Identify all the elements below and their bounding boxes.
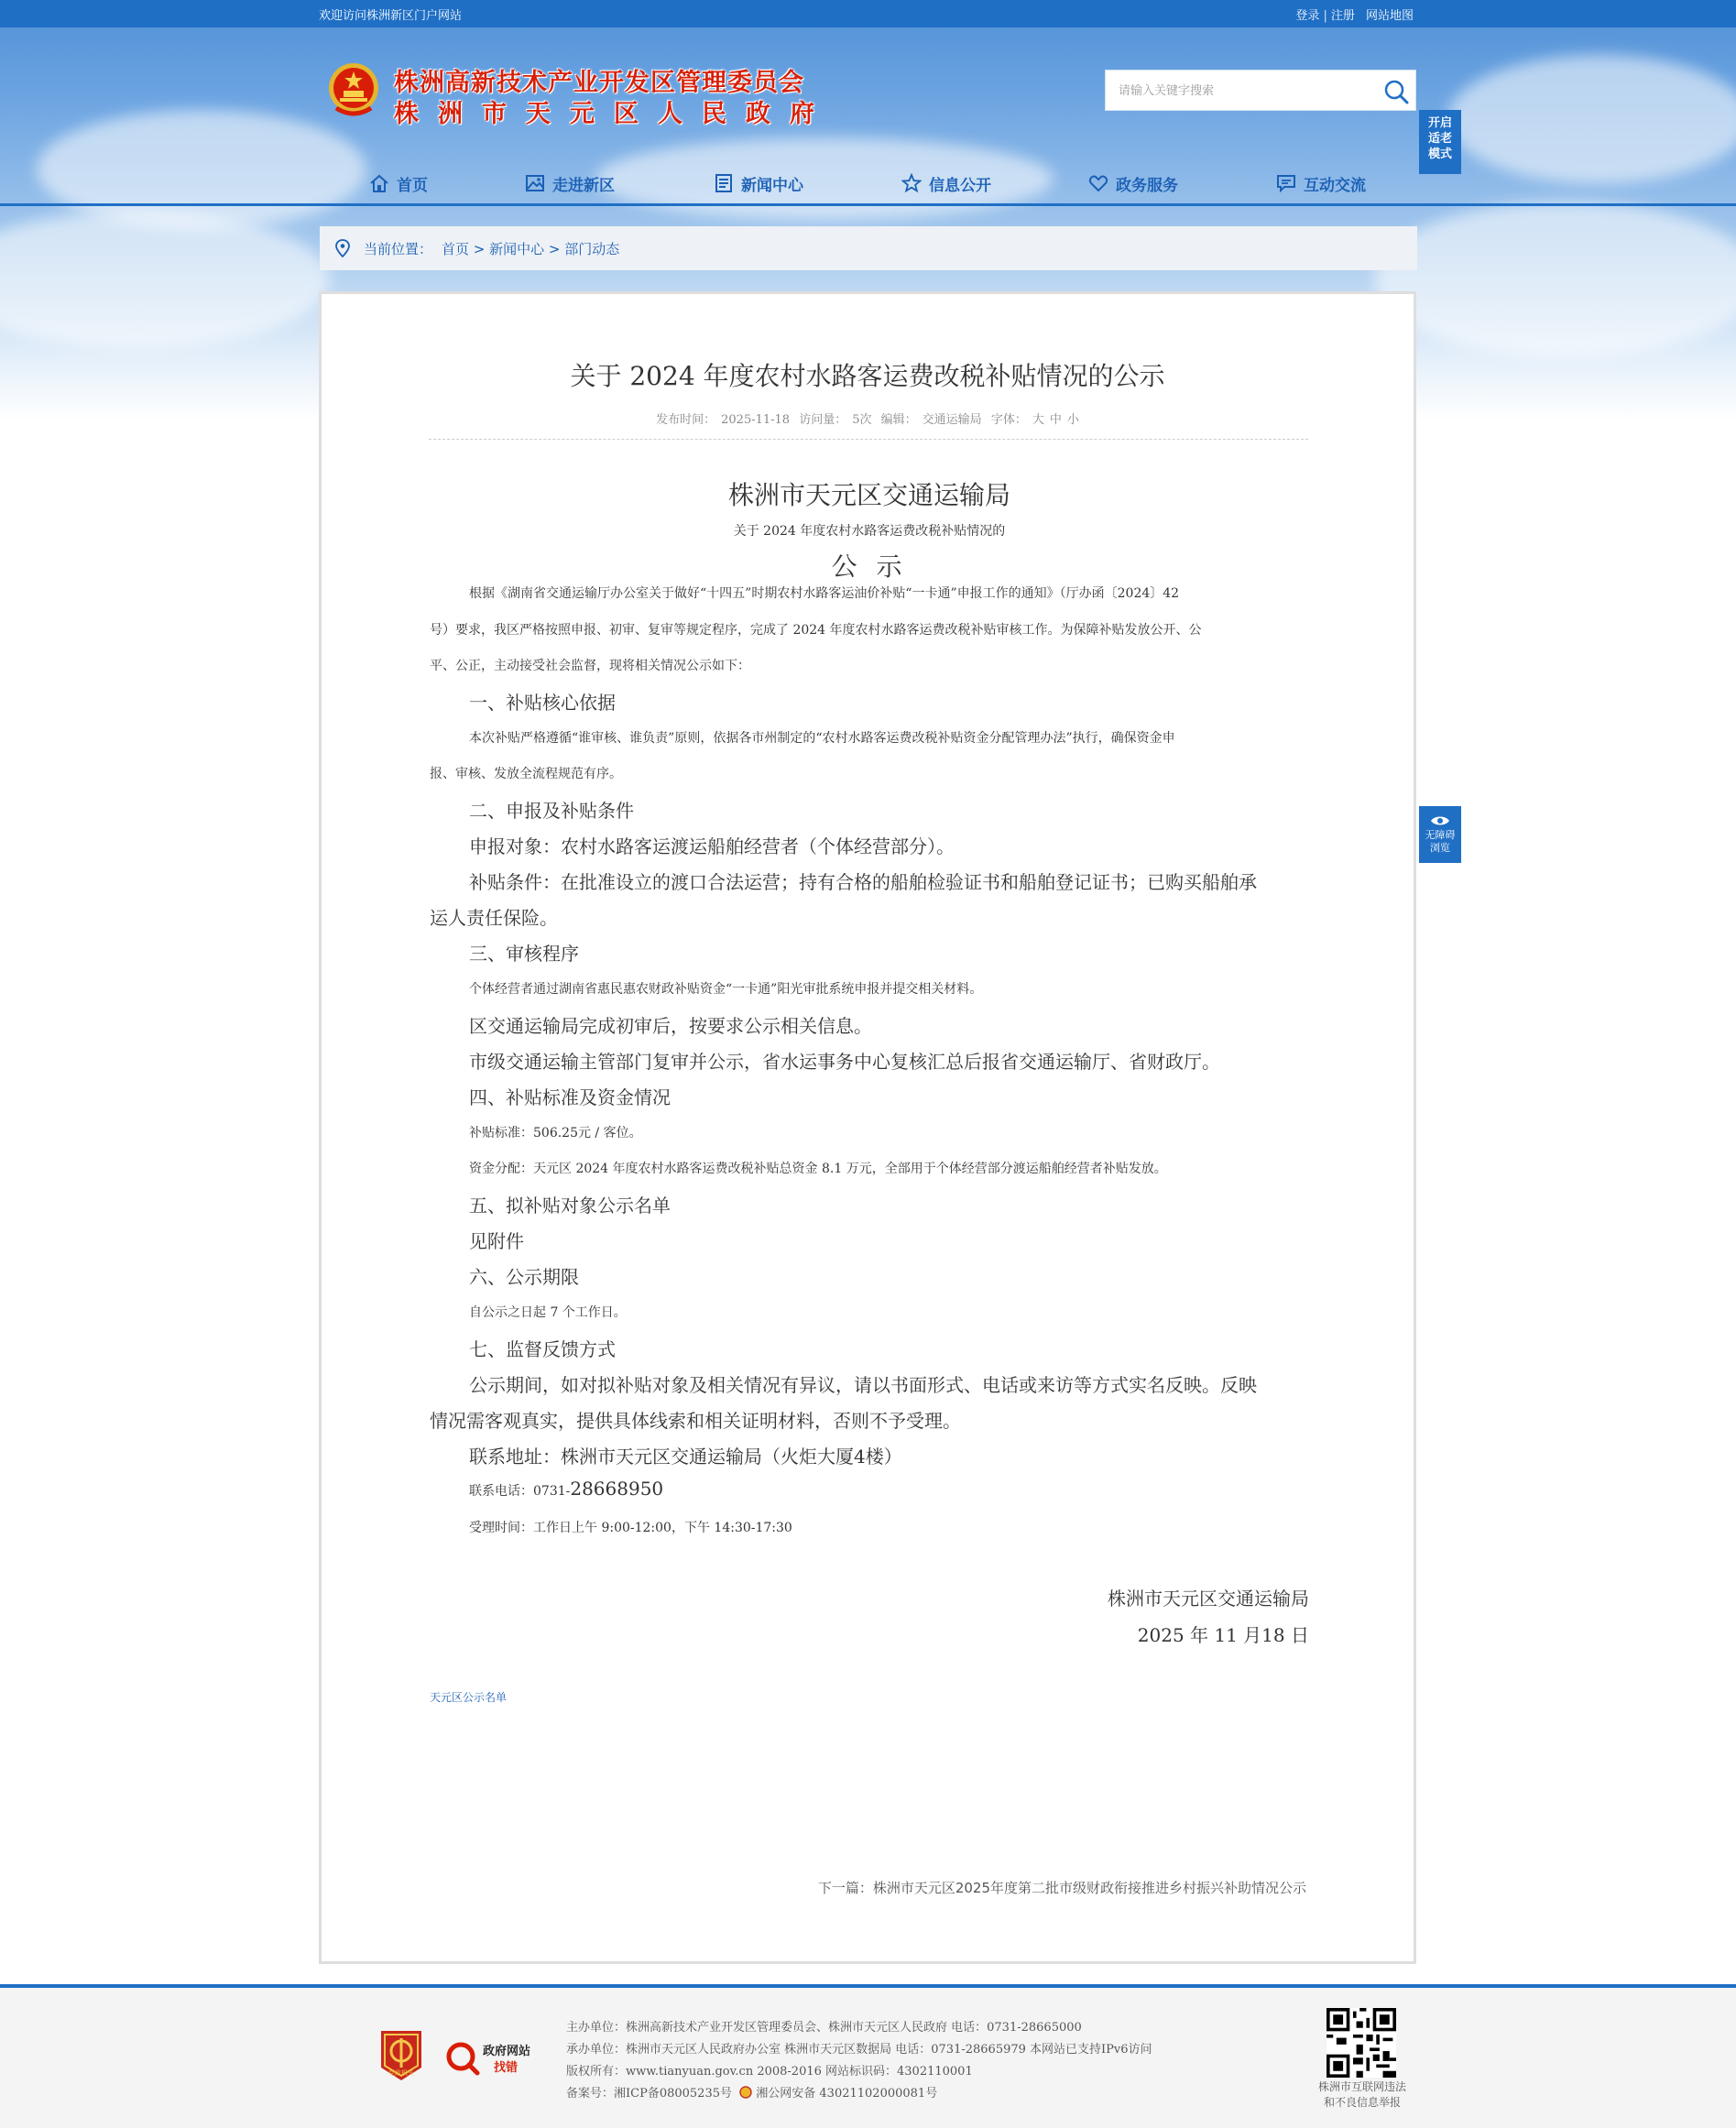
elder-mode-button[interactable] [1419,110,1461,174]
police-link[interactable]: 湘公网安备 43021102000081号 [756,2087,938,2101]
star-icon [901,173,922,193]
article-meta [322,409,1414,427]
breadcrumb-sep: > [469,241,490,257]
news-icon [714,173,734,193]
issuing-org: 株洲市天元区交通运输局 [727,480,1010,510]
top-links [1295,5,1414,23]
breadcrumb-label: 当前位置： [364,241,433,257]
welcome-text: 欢迎访问株洲新区门户网站 [319,9,463,23]
notice-subtitle: 关于 2024 年度农村水路客运费改税补贴情况的 [733,524,1006,539]
font-size-large[interactable]: 大 [1032,413,1044,427]
contact-address: 联系地址：株洲市天元区交通运输局（火炬大厦4楼） [469,1446,902,1468]
footer-host: 主办单位：株洲高新技术产业开发区管理委员会、株洲市天元区人民政府 电话：0731-28665000 [566,2021,1082,2035]
qr-caption-line: 株洲市互联网违法 [1317,2080,1406,2093]
nav-home[interactable] [369,168,428,199]
section-text: 个体经营者通过湖南省惠民惠农财政补贴资金“一卡通”阳光审批系统申报并提交相关材料。 [469,982,983,997]
picture-icon [525,173,545,193]
nav-label: 政务服务 [1116,176,1178,195]
chat-icon [1276,173,1296,193]
icp-link[interactable]: 备案号：湘ICP备08005235号 [566,2087,732,2101]
meta-font-label: 字体： [990,413,1027,427]
section-heading: 六、公示期限 [469,1266,579,1288]
login-link[interactable]: 登录 [1295,9,1320,23]
meta-views-label: 访问量： [799,413,847,427]
nav-label: 新闻中心 [741,176,803,195]
nav-about[interactable] [525,168,615,199]
nav-interact[interactable] [1276,168,1366,199]
phone-number: 28668950 [570,1478,664,1500]
section-heading: 二、申报及补贴条件 [469,800,634,822]
section-text: 资金分配：天元区 2024 年度农村水路客运费改税补贴总资金 8.1 万元，全部用于个体经营部分渡运船舶经营者补贴发放。 [469,1162,1167,1176]
cloud-decoration [1447,55,1736,183]
section-text: 申报对象：农村水路客运渡运船舶经营者（个体经营部分）。 [469,835,955,857]
breadcrumb-news[interactable]: 新闻中心 [489,241,545,257]
breadcrumb-home[interactable]: 首页 [442,241,470,257]
intro-line: 号）要求，我区严格按照申报、初审、复审等规定程序，完成了 2024 年度农村水路客运费改税补贴审核工作。为保障补贴发放公开、公 [430,623,1202,638]
nav-label: 互动交流 [1304,176,1366,195]
qr-caption [1296,2079,1428,2111]
footer-info [566,2017,1152,2105]
intro-line: 根据《湖南省交通运输厅办公室关于做好“十四五”时期农村水路客运油价补贴“一卡通”申报工作的通知》（厅办函〔2024〕42 [469,586,1180,601]
section-text: 运人责任保险。 [430,907,558,929]
national-emblem-icon[interactable] [327,60,380,119]
section-text: 报、审核、发放全流程规范有序。 [430,767,622,781]
signature-org: 株洲市天元区交通运输局 [1108,1588,1309,1610]
article-title: 关于 2024 年度农村水路客运费改税补贴情况的公示 [570,361,1165,391]
section-heading: 五、拟补贴对象公示名单 [469,1195,671,1217]
intro-line: 平、公正，主动接受社会监督，现将相关情况公示如下： [430,659,750,673]
breadcrumb-trail [364,239,619,258]
accessibility-button[interactable] [1419,806,1461,863]
signature-date: 2025 年 11 月18 日 [1137,1624,1309,1646]
separator: | [1323,9,1327,23]
font-size-medium[interactable]: 中 [1049,413,1062,427]
section-text: 补贴标准：506.25元 / 客位。 [469,1126,642,1140]
qr-code-icon [1327,2008,1396,2078]
footer-organizer: 承办单位：株洲市天元区人民政府办公室 株洲市天元区数据局 电话：0731-28665979 本网站已支持IPv6访问 [566,2043,1152,2057]
logo-text: 政府网站 [483,2045,531,2058]
breadcrumb-sep: > [544,241,565,257]
main-nav [366,168,1383,199]
site-title-line2[interactable]: 株洲市天元区人民政府 [394,100,834,128]
cloud-decoration [37,110,366,229]
font-size-small[interactable]: 小 [1066,413,1079,427]
divider [429,439,1308,440]
section-text: 见附件 [469,1230,524,1252]
meta-editor-label: 编辑： [880,413,917,427]
section-text: 区交通运输局完成初审后，按要求公示相关信息。 [469,1015,872,1037]
section-heading: 四、补贴标准及资金情况 [469,1086,671,1108]
site-title-line1[interactable]: 株洲高新技术产业开发区管理委员会 [394,69,804,97]
heart-icon [1088,173,1108,193]
nav-label: 信息公开 [929,176,991,195]
notice-heading: 公 示 [831,551,908,582]
nav-label: 首页 [397,176,428,195]
register-link[interactable]: 注册 [1330,9,1355,23]
section-text: 情况需客观真实，提供具体线索和相关证明材料，否则不予受理。 [430,1410,961,1432]
meta-publish-date: 2025-11-18 [721,413,791,427]
footer-copyright: 版权所有：www.tianyuan.gov.cn 2008-2016 网站标识码：4302110001 [566,2065,973,2079]
office-hours: 受理时间：工作日上午 9:00-12:00，下午 14:30-17:30 [469,1521,792,1535]
qr-caption-line: 和不良信息举报 [1323,2096,1401,2109]
section-text: 公示期间，如对拟补贴对象及相关情况有异议，请以书面形式、电话或来访等方式实名反映。反映 [469,1374,1257,1396]
section-heading: 七、监督反馈方式 [469,1338,616,1360]
party-government-logo[interactable] [377,2027,425,2084]
elder-mode-label: 开启适老模式 [1427,116,1452,161]
section-text: 市级交通运输主管部门复审并公示，省水运事务中心复核汇总后报省交通运输厅、省财政厅。 [469,1051,1220,1073]
gov-site-error-report-logo[interactable] [446,2036,538,2077]
section-text: 本次补贴严格遵循“谁审核、谁负责”原则，依据各市州制定的“农村水路客运费改税补贴资金分配管理办法”执行，确保资金申 [469,731,1175,746]
section-heading: 一、补贴核心依据 [469,692,616,714]
search-icon[interactable] [1382,78,1410,105]
section-heading: 三、审核程序 [469,943,579,965]
nav-info[interactable] [901,168,991,199]
meta-editor: 交通运输局 [922,413,982,427]
breadcrumb-dept-news[interactable]: 部门动态 [564,241,620,257]
police-badge-icon [739,2086,752,2099]
breadcrumb [320,226,1417,270]
nav-service[interactable] [1088,168,1178,199]
phone-label: 联系电话：0731- [469,1484,571,1499]
accessibility-label: 无障碍 [1425,829,1456,841]
section-text: 补贴条件：在批准设立的渡口合法运营；持有合格的船舶检验证书和船舶登记证书；已购买船舶承 [469,871,1257,893]
section-text: 自公示之日起 7 个工作日。 [469,1305,627,1320]
logo-text: 找错 [494,2061,519,2075]
attachment-link[interactable]: 天元区公示名单 [430,1691,508,1704]
nav-news[interactable] [714,168,803,199]
next-article-link[interactable]: 下一篇：株洲市天元区2025年度第二批市级财政衔接推进乡村振兴补助情况公示 [817,1880,1306,1896]
footer-filing [566,2083,1152,2105]
nav-divider [0,203,1736,206]
home-icon [369,173,389,193]
meta-views: 5次 [852,413,872,427]
search-input[interactable] [1106,71,1377,112]
sitemap-link[interactable]: 网站地图 [1365,9,1414,23]
eye-icon [1430,815,1450,826]
meta-publish-label: 发布时间： [656,413,716,427]
accessibility-label: 浏览 [1430,842,1450,854]
contact-phone [469,1478,663,1500]
article-container [319,291,1416,1964]
cloud-decoration [1374,202,1736,357]
nav-label: 走进新区 [552,176,615,195]
top-bar [0,0,1736,27]
location-pin-icon [334,239,351,257]
search-box [1105,70,1416,111]
party-logo-text: 党政机关 [388,2069,414,2077]
